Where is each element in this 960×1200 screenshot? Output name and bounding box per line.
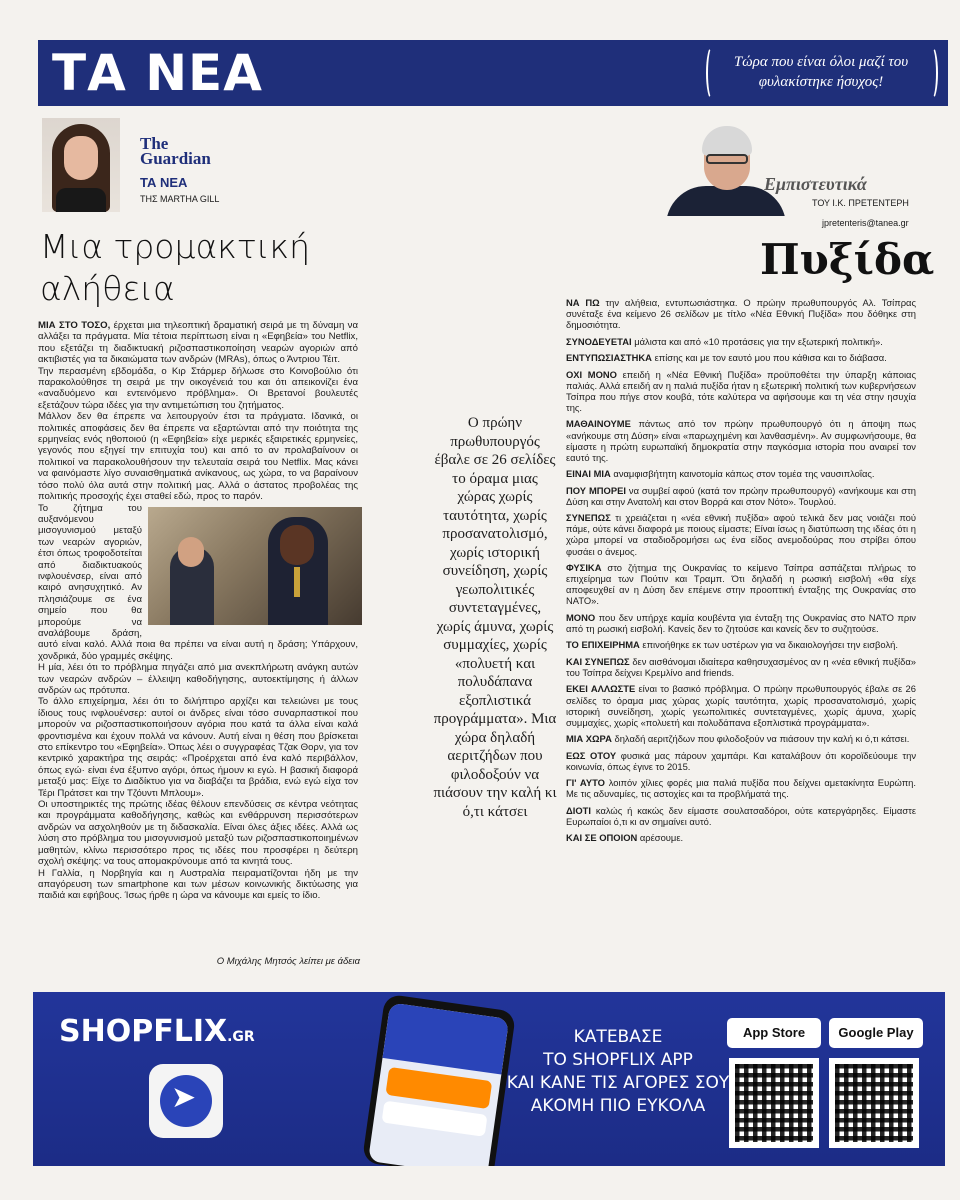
paragraph-lead: ΦΥΣΙΚΑ [566,562,602,573]
article-photo-students [148,507,362,625]
paragraph-lead: ΟΧΙ ΜΟΝΟ [566,368,617,380]
paragraph [566,297,916,330]
qr-code-google-play[interactable] [829,1058,919,1148]
tagline-bracket-right [926,46,938,100]
paragraph [566,485,916,507]
paragraph-text: Μάλλον δεν θα έπρεπε να λειτουργούν έτσι τα πράγματα. Ιδανικά, οι πολιτικές αποφάσεις δεν θα έπρεπε να εξαρτώνται από την ποιότητα της ερμηνείας ενός ηθοποιού (η «Εφηβεία» είχε μερικές εξαιρετικές ερμηνείες, γεγονός που εξηγεί την επιτυχία του) και από το αν προλαβαίνουν οι πολιτικοί να παρακολουθήσουν την τελευταία σειρά του Netflix. Μας κάνει να φαινόμαστε λίγο συναισθηματικά ανίκανους, ως χώρα, το να βαραίνουν τόσο πολύ όλα αυτά στην πολιτική μας. Αλλά ο άστατος προβολέας της πολιτικής προσοχής έχει σταθεί εδώ, προς το παρόν. [38,411,358,503]
masthead-tagline: Τώρα που είναι όλοι μαζί του φυλακίστηκε ήσυχος! [733,54,909,90]
masthead [38,40,948,106]
paragraph [566,336,916,347]
paragraph [566,369,916,413]
paragraph-text: δηλαδή αεριτζήδων που φιλοδοξούν να πιάσουν την καλή κι ό,τι κάτσει. [611,733,910,745]
paragraph-lead: ΚΑΙ ΣΥΝΕΠΩΣ [566,655,630,667]
paragraph-text: που δεν υπήρχε καμία κουβέντα για ένταξη της Ουκρανίας στο ΝΑΤΟ πριν από τη ρωσική εισβολή. Κανείς δεν το ζητούσε και κανείς δεν το συζητούσε. [566,611,916,634]
ad-headline-line: ΑΚΟΜΗ ΠΙΟ ΕΥΚΟΛΑ [530,1096,706,1116]
paragraph [38,366,358,412]
paragraph-text: πάντως από τον πρώην πρωθυπουργό ότι η άποψη πως «ανήκουμε στη Δύση» είναι «παρωχημένη και λανθασμένη». Αν συμφωνήσουμε, θα είμαστε η πρώτη ευρωπαϊκή δημοκρατία στην παγκόσμια ιστορία που αναιρεί τον εαυτό της. [566,418,916,463]
paragraph-lead: ΜΑΘΑΙΝΟΥΜΕ [566,418,631,430]
paragraph-text: αρέσουμε. [637,832,684,844]
paragraph-text: καλώς ή κακώς δεν είμαστε σουλατσαδόροι, ούτε κατεργάρηδες. Είμαστε Ευρωπαίοι ό,τι κι αν σημαίνει αυτό. [566,804,916,827]
cursor-arrow-icon: ➤ [171,1080,197,1115]
paragraph-text: να συμβεί αφού (κατά τον πρώην πρωθυπουργό) «ανήκουμε και στη Δύση και στην Ανατολή και στον Βορρά και στον Νότο». Τουρλού. [566,484,916,507]
pull-quote: Ο πρώην πρωθυπουργός έβαλε σε 26 σελίδες το όραμα μιας χώρας χωρίς ταυτότητα, χωρίς προσανατολισμό, χωρίς ιστορική συνείδηση, χωρίς γεωπολιτικές συντεταγμένες, χωρίς άμυνα, χωρίς συμμαχίες, χωρίς «πολυετή και πολυδάπανα εξοπλιστικά προγράμματα». Μια χώρα δηλαδή αεριτζήδων που φιλοδοξούν να πιάσουν την καλή κι ό,τι κάτσει [433,415,557,820]
article-title-right: Πυξίδα [760,235,935,284]
paragraph [566,750,916,772]
paragraph-text: Οι υποστηρικτές της πρώτης ιδέας θέλουν επενδύσεις σε κέντρα νεότητας και προγράμματα καθοδήγησης, καθώς και ενθάρρυνση περισσότερων ανδρών να ασχοληθούν με τη διδασκαλία. Είναι όλες άξιες ιδέες. Αλλά ως λύση στο πρόβλημα του μισογυνισμού μεταξύ των ριζοσπαστικοποιημένων μαθητών, κλίνω περισσότερο προς τις ιδέες που προσφέρει η δεύτερη σχολή σκέψης: να τους απομακρύνουμε από τα κινητά τους. [38,799,358,868]
paragraph-text: τι χρειάζεται η «νέα εθνική πυξίδα» αφού τελικά δεν μας νοιάζει πού πάμε, ούτε κάνει διαφορά με ποιους είμαστε; Είναι ίσως η διατύπωση της ιδέας ότι η χώρα μπορεί να σταδιοδρομήσει ως ένα είδος ανεμοδούρας που στρίβει όπου φυσάει ο άνεμος. [566,512,916,557]
paragraph [566,418,916,462]
paragraph [38,320,358,366]
paragraph-text: επινοήθηκε εκ των υστέρων για να δικαιολογήσει την εισβολή. [639,639,898,651]
paragraph-lead: ΠΟΥ ΜΠΟΡΕΙ [566,484,626,496]
paragraph [566,656,916,678]
byline-left: ΤΗΣ MARTHA GILL [140,194,220,204]
paragraph [38,411,358,502]
paragraph [566,352,916,363]
paragraph-text: μάλιστα και από «10 προτάσεις για την εξωτερική πολιτική». [631,335,883,347]
paragraph [566,805,916,827]
paragraph [566,612,916,634]
paragraph [38,662,358,696]
paragraph-text: αναμφισβήτητη καινοτομία κάπως στον τομέα της ναυσιπλοΐας. [610,468,875,480]
paragraph [38,868,358,902]
qr-code-app-store[interactable] [729,1058,819,1148]
paragraph-lead: ΕΚΕΙ ΑΛΛΩΣΤΕ [566,683,636,695]
article-title-left: Μια τρομακτική αλήθεια [40,227,310,308]
ad-headline-line: ΚΑΤΕΒΑΣΕ [573,1027,663,1047]
ad-headline [503,1026,733,1118]
paragraph-lead: ΝΑ ΠΩ [566,297,600,308]
article-body-left [38,320,358,902]
paragraph-text: έρχεται μια τηλεοπτική δραματική σειρά με τη δύναμη να αλλάξει τα πράγματα. Μία τέτοια περίπτωση είναι η «Εφηβεία» του Netflix, που εξετάζει τη διαδικτυακή ριζοσπαστικοποίηση νεαρών αγοριών από ακτιβιστές για τα δικαιώματα των ανδρών (MRAs), όπως ο Άντριου Τέιτ. [38,320,358,366]
paragraph-text: επίσης και με τον εαυτό μου που κάθισα και το διάβασα. [651,352,887,364]
paragraph [566,832,916,843]
paragraph-lead: ΣΥΝΟΔΕΥΕΤΑΙ [566,335,632,347]
paragraph [566,639,916,650]
paragraph-text: Την περασμένη εβδομάδα, ο Κιρ Στάρμερ δήλωσε στο Κοινοβούλιο ότι παρακολούθησε τη σειρά με την οικογένειά του και ότι απεικονίζει ένα «αναδυόμενο και εντεινόμενο πρόβλημα». Οι Βρετανοί βουλευτές εξετάζουν τώρα ιδέες για την αντιμετώπιση του ζητήματος. [38,365,358,411]
paragraph-text: Το ζήτημα του αυξανόμενου μισογυνισμού μεταξύ των νεαρών αγοριών, έτσι όπως τροφοδοτείται από διαδικτυακούς ινφλουένσερ, είναι από καιρό ανησυχητικό. Αν πλησιάζουμε σε ένα σημείο που θα μπορούμε να αναλάβουμε δράση, αυτό είναι καλό. Αλλά ποια θα πρέπει να είναι αυτή η δράση; Υπάρχουν, χονδρικά, δύο γραμμές σκέψης. [38,502,358,662]
byline-right: ΤΟΥ Ι.Κ. ΠΡΕΤΕΝΤΕΡΗ [812,198,909,208]
paragraph [38,696,358,799]
column-name: Εμπιστευτικά [764,174,867,194]
ad-headline-line: ΤΟ SHOPFLIX APP [543,1050,693,1070]
paragraph-lead: ΕΩΣ ΟΤΟΥ [566,749,617,761]
author-photo-martha-gill [42,118,120,212]
google-play-button[interactable]: Google Play [829,1018,923,1048]
masthead-logo[interactable]: ΤΑ ΝΕΑ [52,44,263,102]
paragraph-text: είναι το βασικό πρόβλημα. Ο πρώην πρωθυπουργός έβαλε σε 26 σελίδες το όραμα μιας χώρας χωρίς ταυτότητα, χωρίς προσανατολισμό, χωρίς ιστορική συνείδηση, χωρίς γεωπολιτικές συντεταγμένες, χωρίς άμυνα, χωρίς συμμαχίες, χωρίς «πολυετή και πολυδάπανα εξοπλιστικά προγράμματα». [566,683,916,728]
paragraph-lead: ΜΙΑ ΧΩΡΑ [566,733,612,745]
shopflix-logo[interactable]: SHOPFLIX.GR [59,1014,255,1049]
paragraph-text: την αλήθεια, εντυπωσιάστηκα. Ο πρώην πρωθυπουργός Αλ. Τσίπρας συνέταξε ένα κείμενο 26 σελίδων με τίτλο «Νέα Εθνική Πυξίδα» που δόθηκε στη δημοσιότητα. [566,297,916,331]
paragraph-text: στο ζήτημα της Ουκρανίας το κείμενο Τσίπρα ασπάζεται πλήρως το επιχείρημα των Πούτιν και Τραμπ. Ότι δηλαδή η ρωσική εισβολή «θα είχε αποφευχθεί αν η Δύση δεν επέμενε στην προοπτική ένταξης της Ουκρανίας στο ΝΑΤΟ». [566,562,916,607]
author-photo-pretenteris [660,120,788,216]
author-email[interactable]: jpretenteris@tanea.gr [822,218,909,228]
paragraph [566,562,916,606]
paragraph-lead: ΜΟΝΟ [566,611,596,623]
paragraph [566,683,916,727]
paragraph-lead: ΕΙΝΑΙ ΜΙΑ [566,468,611,480]
article-body-right [566,297,916,849]
paragraph-text: Το άλλο επιχείρημα, λέει ότι το διλήπτιρο αρχίζει και τελειώνει με τους ίδιους τους ινφλουένσερ: αυτοί οι άνδρες είναι τόσο συναρπαστικοί που μπορούν να ριζοσπαστικοποιήσουν αγόρια που κατά τα άλλα είναι καλά φροντισμένα και έχουν πολλά να κάνουν. Αυτή είναι η θέση που βρίσκεται στο επίκεντρο του «Εφηβεία». Όπως λέει ο συγγραφέας Τζακ Θορν, για τον κεντρικό χαρακτήρα της σειράς: «Προέρχεται από ένα καλό περιβάλλον, όπως εγώ· είναι ένα έξυπνο αγόρι, όπως ήμουν κι εγώ. Η βασική διαφορά μεταξύ μας: Είχε το Διαδίκτυο για να διαβάζει τα βράδια, ενώ εγώ είχα τον Τέρι Πράτσετ και την Τζόυντι Μπλουμ». [38,696,358,799]
phone-mockup [362,994,516,1166]
paragraph [566,733,916,744]
shopflix-ad[interactable] [33,992,945,1166]
ad-headline-line: ΚΑΙ ΚΑΝΕ ΤΙΣ ΑΓΟΡΕΣ ΣΟΥ [506,1073,730,1093]
paragraph [566,512,916,556]
paragraph [566,777,916,799]
paragraph [38,799,358,867]
paragraph-lead: ΣΥΝΕΠΩΣ [566,512,611,524]
paragraph-text: δεν αισθάνομαι ιδιαίτερα καθησυχασμένος αν η «νέα εθνική πυξίδα» του Τσίπρα δείχνει Κρεμλίνο and friends. [566,655,916,678]
paragraph-text: επειδή η «Νέα Εθνική Πυξίδα» προϋποθέτει την ύπαρξη κάποιας παλιάς. Αλλά επειδή αν η παλιά πυξίδα ήταν η εξωτερική πολιτική των κυβερνήσεων Τσίπρα που πήγε στον κουβά, τότε καλύτερα να αφήσουμε και τη νέα στην ησυχία της. [566,368,916,413]
app-store-button[interactable]: App Store [727,1018,821,1048]
paragraph-lead: ΓΙ' ΑΥΤΟ [566,777,605,789]
paragraph-lead: ΜΙΑ ΣΤΟ ΤΟΣΟ, [38,320,111,331]
paragraph-text: Η Γαλλία, η Νορβηγία και η Αυστραλία πειραματίζονται ήδη με την απαγόρευση των smartphone και των μέσων κοινωνικής δικτύωσης για παιδιά και εφήβους. Ίσως ήρθε η ώρα να κάνουμε και εμείς το ίδιο. [38,867,358,902]
guardian-logo: The Guardian [140,134,211,168]
paragraph-lead: ΔΙΟΤΙ [566,804,591,816]
paragraph-lead: ΕΝΤΥΠΩΣΙΑΣΤΗΚΑ [566,352,652,364]
paragraph-lead: ΤΟ ΕΠΙΧΕΙΡΗΜΑ [566,639,640,651]
paragraph-text: λοιπόν χίλιες φορές μια παλιά πυξίδα που δείχνει αμετακίνητα Ευρώπη. Με τις αδυναμίες, τις αστοχίες και τα προβλήματά της. [566,777,916,800]
paragraph [566,468,916,479]
paragraph-text: φυσικά μας πάρουν χαμπάρι. Και καταλάβουν ότι κοροϊδεύουμε την κοινωνία, όπως έγινε το 2015. [566,749,917,772]
section-label: ΤΑ ΝΕΑ [140,175,188,190]
shopflix-app-icon [149,1064,223,1138]
signoff: Ο Μιχάλης Μητσός λείπει με άδεια [216,956,360,967]
paragraph-lead: ΚΑΙ ΣΕ ΟΠΟΙΟΝ [566,832,638,844]
paragraph-text: Η μία, λέει ότι το πρόβλημα πηγάζει από μια ανεκπλήρωτη ανάγκη αυτών των νεαρών ανδρών – έλλειψη καθοδήγησης, αυτοεκτίμησης ή άλλων ανδρών ως πρότυπα. [38,662,358,696]
